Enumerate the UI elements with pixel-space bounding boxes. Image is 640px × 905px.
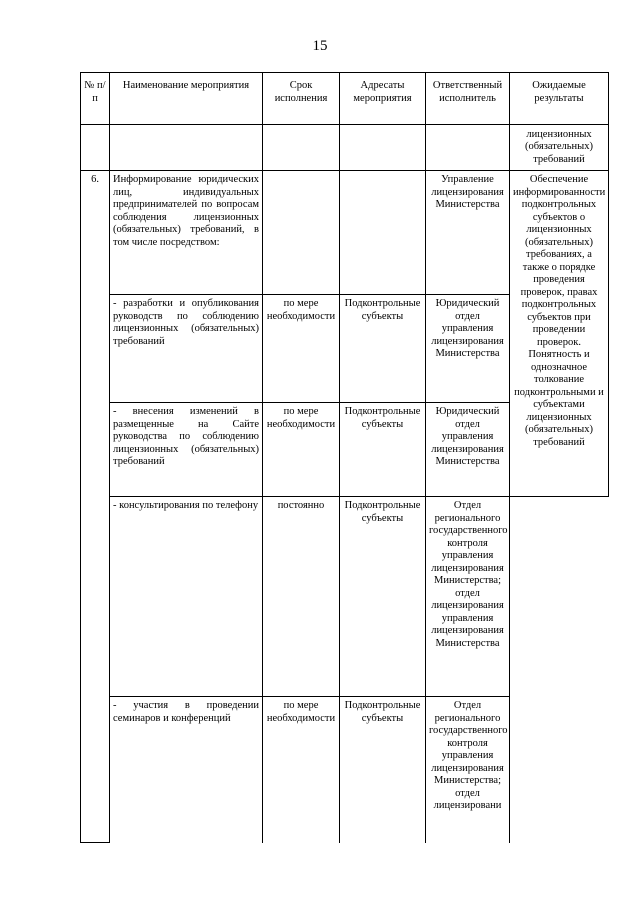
subitem-addressees: Подконтрольные субъекты <box>340 697 426 843</box>
header-responsible: Ответственный исполнитель <box>426 73 510 125</box>
subitem-addressees: Подконтрольные субъекты <box>340 295 426 403</box>
subitem-deadline: постоянно <box>263 497 340 697</box>
header-deadline: Срок исполнения <box>263 73 340 125</box>
subitem-responsible: Юридический отдел управления лицензирования Министерства <box>426 295 510 403</box>
item-title: Информирование юридических лиц, индивидуальных предпринимателей по вопросам соблюдения лицензионных (обязательных) требований, в том числе посредством: <box>110 171 263 295</box>
carryover-row <box>81 125 609 171</box>
item-title-responsible: Управление лицензирования Министерства <box>426 171 510 295</box>
subitem-deadline: по мере необходимости <box>263 697 340 843</box>
page-number: 15 <box>312 38 328 54</box>
subitem-addressees: Подконтрольные субъекты <box>340 497 426 697</box>
subitem-name: - участия в проведении семинаров и конференций <box>110 697 263 843</box>
header-num: № п/п <box>81 73 110 125</box>
subitem-responsible: Отдел регионального государственного контроля управления лицензирования Министерства; отдел лицензировани <box>426 697 510 843</box>
header-results: Ожидаемые результаты <box>510 73 609 125</box>
subitem-responsible: Отдел регионального государственного контроля управления лицензирования Министерства; отдел лицензирования управления лицензирования Министерства <box>426 497 510 697</box>
subitem-name: - внесения изменений в размещенные на Сайте руководства по соблюдению лицензионных (обязательных) требований <box>110 403 263 497</box>
header-addressees: Адресаты мероприятия <box>340 73 426 125</box>
item-results: Обеспечение информированности подконтрольных субъектов о лицензионных (обязательных) требованиях, а также о порядке проведения проверок, правах подконтрольных субъектов при проведении проверок. Понятность и однозначное толкование подконтрольными и субъектами лицензионных (обязательных) требований <box>510 171 609 497</box>
subitem-addressees: Подконтрольные субъекты <box>340 403 426 497</box>
item-title-row <box>81 171 609 295</box>
table-row <box>81 497 609 697</box>
subitem-deadline: по мере необходимости <box>263 403 340 497</box>
item-number: 6. <box>81 171 110 843</box>
subitem-name: - разработки и опубликования руководств по соблюдению лицензионных (обязательных) требований <box>110 295 263 403</box>
action-plan-table <box>80 72 609 843</box>
subitem-name: - консультирования по телефону <box>110 497 263 697</box>
table-header-row <box>81 73 609 125</box>
subitem-responsible: Юридический отдел управления лицензирования Министерства <box>426 403 510 497</box>
subitem-deadline: по мере необходимости <box>263 295 340 403</box>
header-name: Наименование мероприятия <box>110 73 263 125</box>
carryover-results-cell: лицензионных (обязательных) требований <box>510 125 609 171</box>
